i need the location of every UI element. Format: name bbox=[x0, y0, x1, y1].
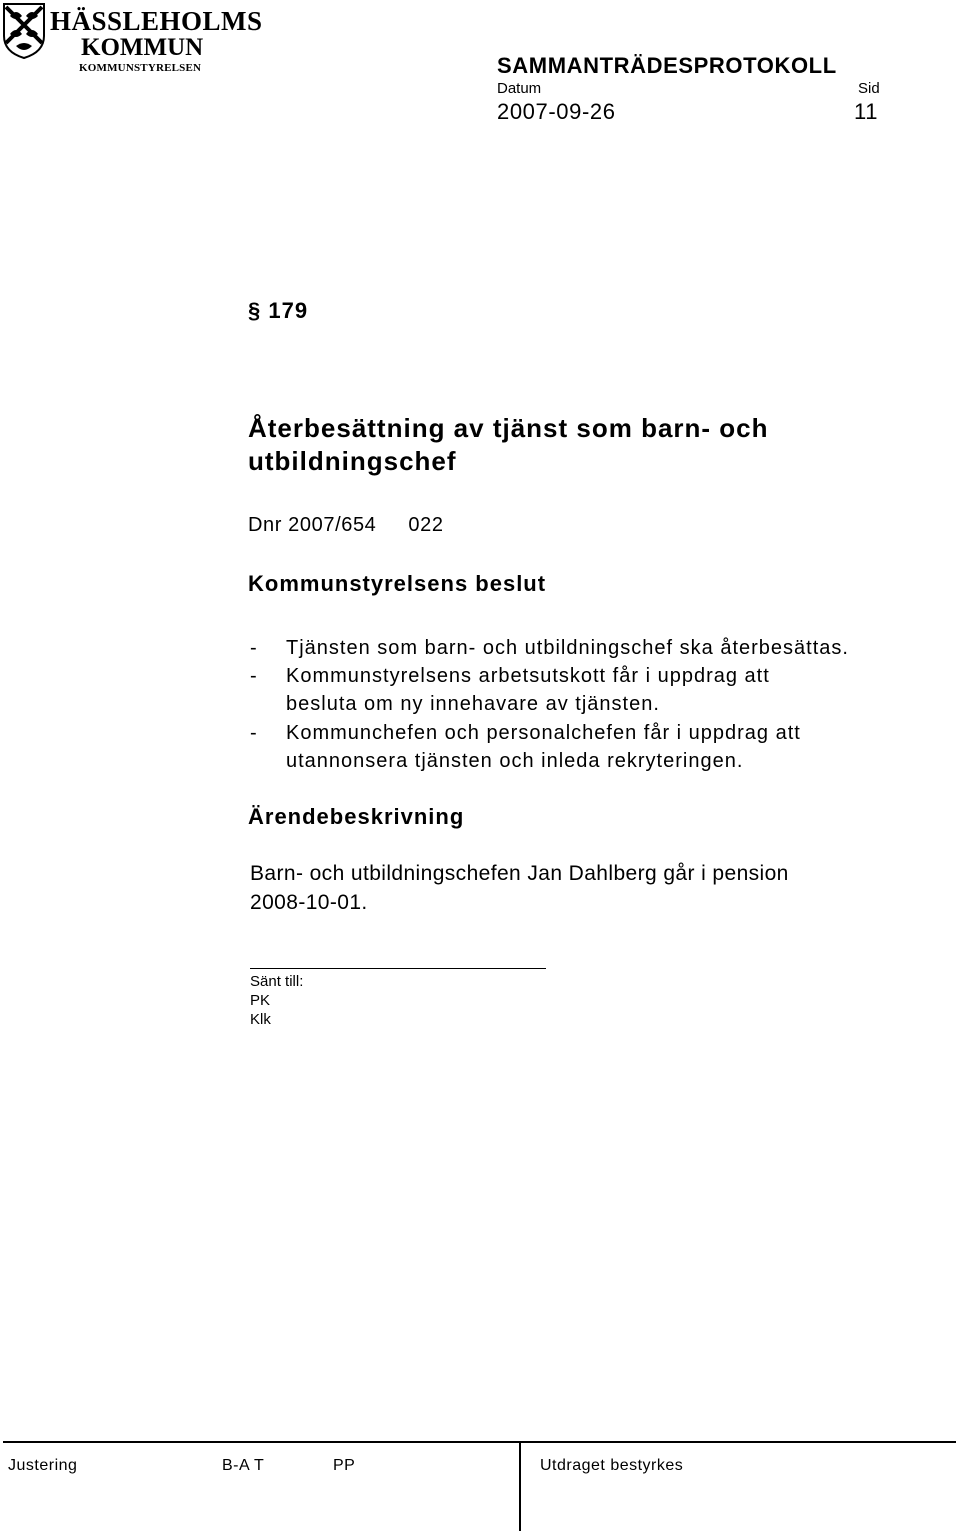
decision-heading: Kommunstyrelsens beslut bbox=[248, 571, 547, 596]
meeting-date: 2007-09-26 bbox=[497, 99, 616, 124]
distribution-heading: Sänt till: bbox=[250, 973, 304, 990]
description-heading: Ärendebeskrivning bbox=[248, 804, 465, 829]
decision-item bbox=[250, 636, 849, 660]
logo-board-name: KOMMUNSTYRELSEN bbox=[79, 62, 202, 74]
decision-text-continued: utannonsera tjänsten och inleda rekryteringen. bbox=[286, 750, 744, 772]
page-number: 11 bbox=[854, 99, 879, 124]
list-dash: - bbox=[250, 637, 258, 659]
item-title-line1: Återbesättning av tjänst som barn- och bbox=[248, 413, 769, 443]
decision-text: Tjänsten som barn- och utbildningschef ska återbesättas. bbox=[286, 637, 849, 659]
decision-text: Kommunchefen och personalchefen får i uppdrag att bbox=[286, 722, 801, 744]
justering-label: Justering bbox=[8, 1457, 78, 1474]
separator-line bbox=[250, 968, 546, 969]
document-type: SAMMANTRÄDESPROTOKOLL bbox=[497, 53, 837, 78]
logo-municipality-name: HÄSSLEHOLMS bbox=[50, 6, 263, 36]
date-label: Datum bbox=[497, 80, 542, 97]
decision-item bbox=[250, 664, 770, 688]
case-number-label: Dnr 2007/654 bbox=[248, 514, 377, 536]
item-title-line2: utbildningschef bbox=[248, 446, 457, 476]
list-dash: - bbox=[250, 722, 258, 744]
list-dash: - bbox=[250, 665, 258, 687]
decision-text: Kommunstyrelsens arbetsutskott får i uppdrag att bbox=[286, 665, 770, 687]
distribution-recipient: Klk bbox=[250, 1011, 271, 1028]
page-label: Sid bbox=[858, 80, 880, 97]
footer-rule bbox=[3, 1441, 956, 1443]
signature-initials: PP bbox=[333, 1457, 356, 1474]
description-text: Barn- och utbildningschefen Jan Dahlberg går i pension bbox=[250, 862, 789, 885]
decision-text-continued: besluta om ny innehavare av tjänsten. bbox=[286, 693, 660, 715]
logo-kommun: KOMMUN bbox=[81, 34, 204, 61]
distribution-recipient: PK bbox=[250, 992, 271, 1009]
case-number bbox=[248, 513, 444, 537]
attestation-label: Utdraget bestyrkes bbox=[540, 1457, 684, 1474]
case-code: 022 bbox=[408, 514, 444, 536]
decision-item bbox=[250, 721, 801, 745]
coat-of-arms-icon bbox=[2, 2, 46, 60]
description-text-continued: 2008-10-01. bbox=[250, 891, 368, 914]
signature-initials: B-A T bbox=[222, 1457, 265, 1474]
footer-divider bbox=[519, 1441, 521, 1531]
paragraph-number: § 179 bbox=[248, 298, 309, 323]
